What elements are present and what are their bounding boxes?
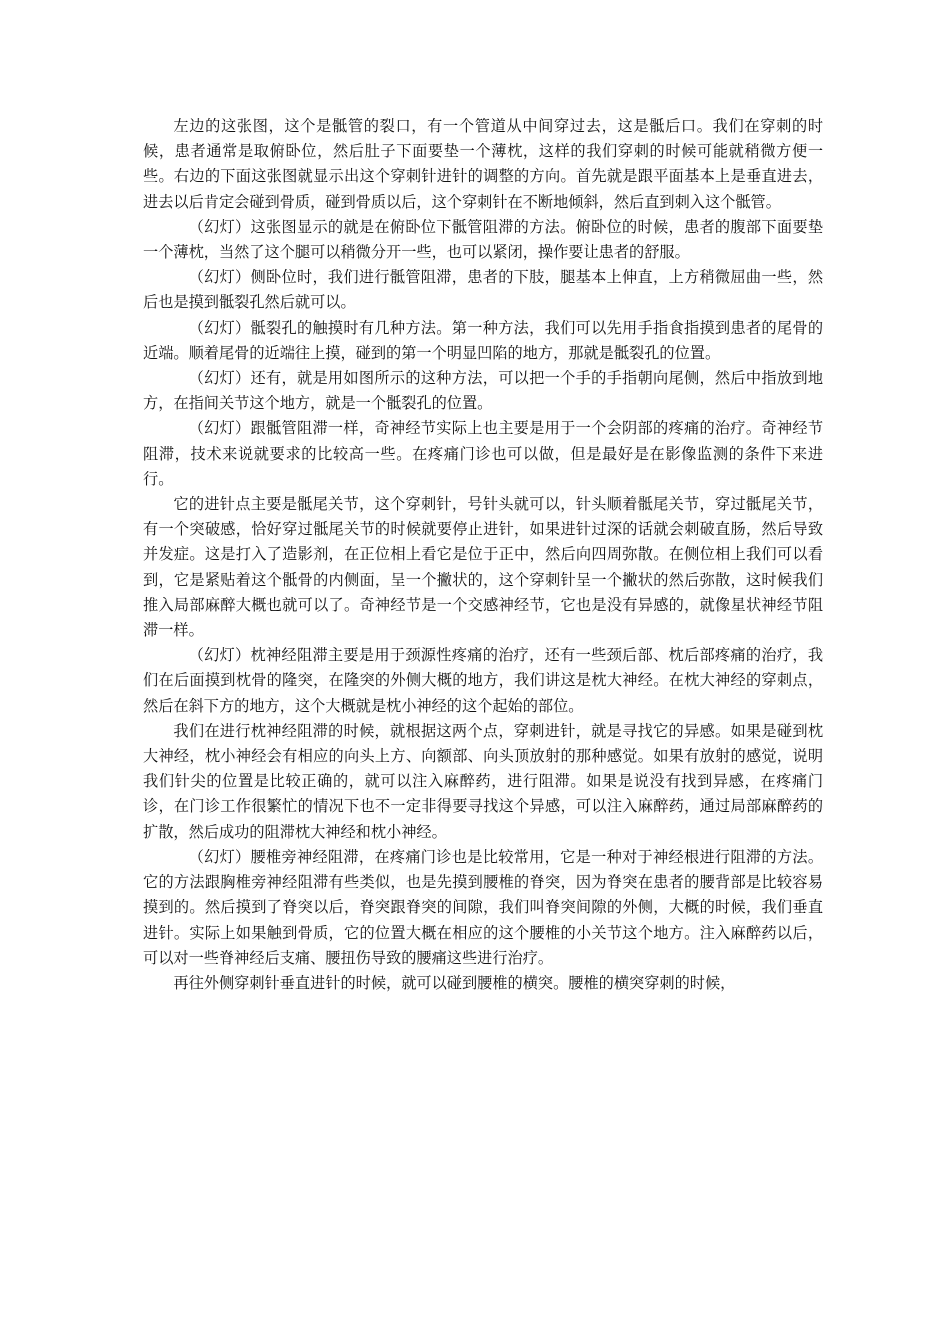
paragraph-4: （幻灯）骶裂孔的触摸时有几种方法。第一种方法，我们可以先用手指食指摸到患者的尾骨的近端。顺着尾骨的近端往上摸，碰到的第一个明显凹陷的地方，那就是骶裂孔的位置。	[143, 318, 823, 362]
paragraph-10: （幻灯）腰椎旁神经阻滞，在疼痛门诊也是比较常用，它是一种对于神经根进行阻滞的方法。它的方法跟胸椎旁神经阻滞有些类似，也是先摸到腰椎的脊突，因为脊突在患者的腰背部是比较容易摸到的。然后摸到了脊突以后，脊突跟脊突的间隙，我们叫脊突间隙的外侧，大概的时候，我们垂直进针。实际上如果触到骨质，它的位置大概在相应的这个腰椎的小关节这个地方。注入麻醉药以后，可以对一些脊神经后支痛、腰扭伤导致的腰痛这些进行治疗。	[143, 847, 823, 967]
paragraph-7: 它的进针点主要是骶尾关节，这个穿刺针，号针头就可以，针头顺着骶尾关节，穿过骶尾关节，有一个突破感，恰好穿过骶尾关节的时候就要停止进针，如果进针过深的话就会刺破直肠，然后导致并发症。这是打入了造影剂，在正位相上看它是位于正中，然后向四周弥散。在侧位相上我们可以看到，它是紧贴着这个骶骨的内侧面，呈一个撇状的，这个穿刺针呈一个撇状的然后弥散，这时候我们推入局部麻醉大概也就可以了。奇神经节是一个交感神经节，它也是没有异感的，就像星状神经节阻滞一样。	[143, 495, 823, 640]
paragraph-8: （幻灯）枕神经阻滞主要是用于颈源性疼痛的治疗，还有一些颈后部、枕后部疼痛的治疗，我们在后面摸到枕骨的隆突，在隆突的外侧大概的地方，我们讲这是枕大神经。在枕大神经的穿刺点，然后在斜下方的地方，这个大概就是枕小神经的这个起始的部位。	[143, 646, 823, 715]
paragraph-9: 我们在进行枕神经阻滞的时候，就根据这两个点，穿刺进针，就是寻找它的异感。如果是碰到枕大神经，枕小神经会有相应的向头上方、向额部、向头顶放射的那种感觉。如果有放射的感觉，说明我们针尖的位置是比较正确的，就可以注入麻醉药，进行阻滞。如果是说没有找到异感，在疼痛门诊，在门诊工作很繁忙的情况下也不一定非得要寻找这个异感，可以注入麻醉药，通过局部麻醉药的扩散，然后成功的阻滞枕大神经和枕小神经。	[143, 721, 823, 841]
paragraph-11: 再往外侧穿刺针垂直进针的时候，就可以碰到腰椎的横突。腰椎的横突穿刺的时候，	[173, 973, 736, 992]
paragraph-1: 左边的这张图，这个是骶管的裂口，有一个管道从中间穿过去，这是骶后口。我们在穿刺的时候，患者通常是取俯卧位，然后肚子下面要垫一个薄枕，这样的我们穿刺的时候可能就稍微方便一些。右边的下面这张图就显示出这个穿刺针进针的调整的方向。首先就是跟平面基本上是垂直进去，进去以后肯定会碰到骨质，碰到骨质以后，这个穿刺针在不断地倾斜，然后直到刺入这个骶管。	[143, 117, 823, 211]
paragraph-3: （幻灯）侧卧位时，我们进行骶管阻滞，患者的下肢，腿基本上伸直，上方稍微屈曲一些，然后也是摸到骶裂孔然后就可以。	[143, 268, 823, 312]
paragraph-5: （幻灯）还有，就是用如图所示的这种方法，可以把一个手的手指朝向尾侧，然后中指放到地方，在指间关节这个地方，就是一个骶裂孔的位置。	[143, 369, 823, 413]
paragraph-2: （幻灯）这张图显示的就是在俯卧位下骶管阻滞的方法。俯卧位的时候，患者的腹部下面要垫一个薄枕，当然了这个腿可以稍微分开一些，也可以紧闭，操作要让患者的舒服。	[143, 217, 823, 262]
document-body	[143, 114, 823, 996]
paragraph-6: （幻灯）跟骶管阻滞一样，奇神经节实际上也主要是用于一个会阴部的疼痛的治疗。奇神经节阻滞，技术来说就要求的比较高一些。在疼痛门诊也可以做，但是最好是在影像监测的条件下来进行。	[143, 419, 823, 488]
